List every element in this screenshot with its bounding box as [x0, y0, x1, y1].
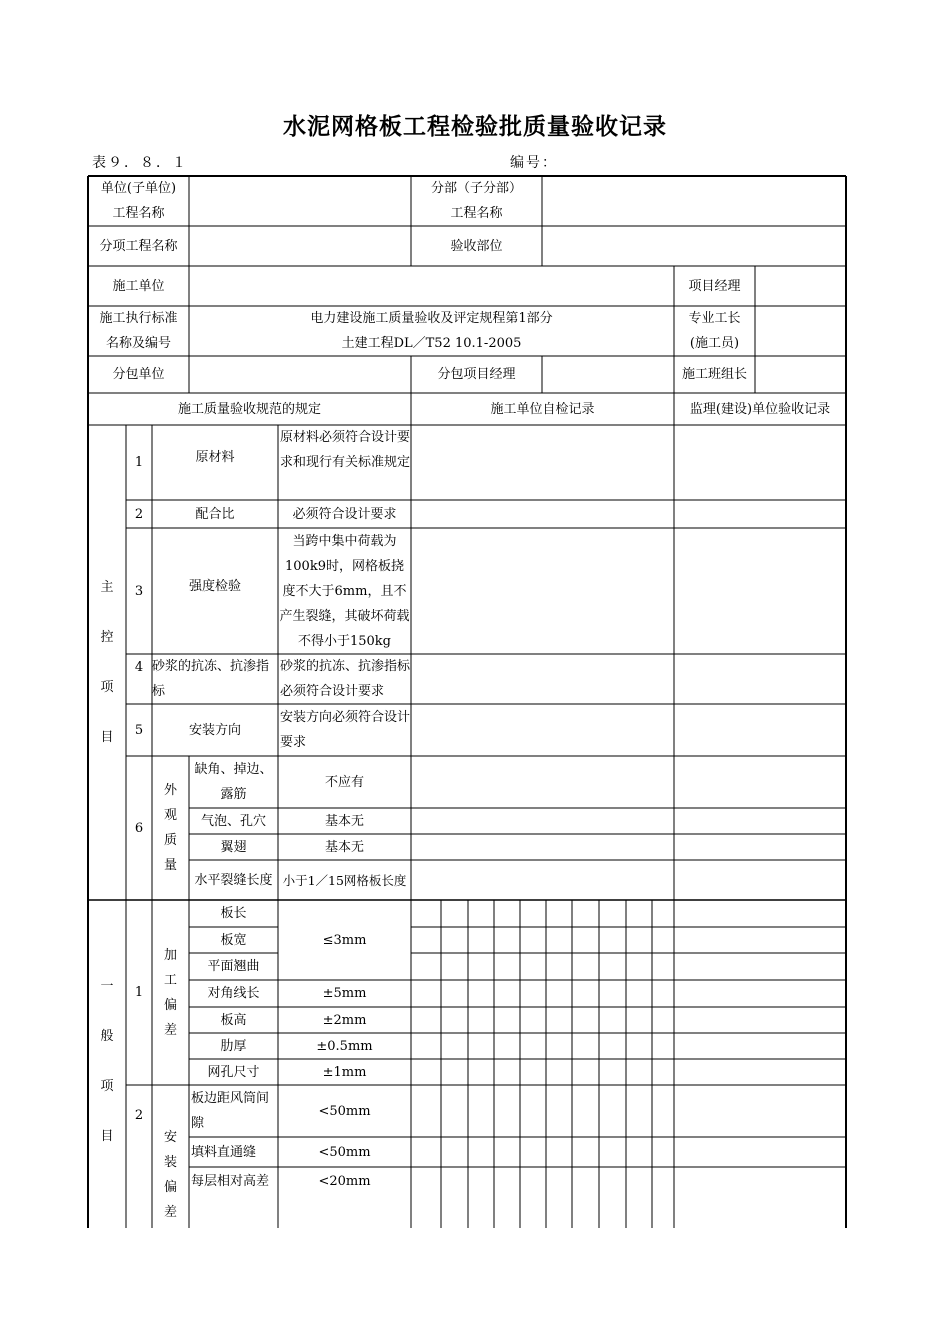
mc-item-name: 原材料 [195, 450, 235, 465]
project-manager-label: 项目经理 [688, 278, 741, 294]
main-control-label: 主 控 项 目 [100, 579, 114, 745]
processing-item-name: 对角线长 [207, 986, 260, 1001]
processing-item-req: ±1mm [322, 1064, 367, 1080]
appearance-item-name: 气泡、孔穴 [200, 813, 266, 829]
mc-item-requirement: 砂浆的抗冻、抗渗指标必须符合设计要求 [280, 659, 411, 699]
subcontractor-label: 分包单位 [112, 367, 165, 382]
general-items-label: 一 般 项 目 [100, 979, 114, 1144]
table-number: 表９．８．１ [92, 155, 188, 171]
installation-item-name: 板边距风筒间隙 [191, 1091, 270, 1131]
mc-item-name: 强度检验 [188, 578, 241, 594]
foreman-field[interactable] [755, 306, 846, 356]
processing-item-req: ±2mm [322, 1012, 367, 1028]
sub-pm-field[interactable] [542, 356, 674, 393]
processing-item-name: 板宽 [220, 932, 247, 948]
mc-item-name: 安装方向 [188, 722, 241, 738]
unit-name-label: 单位(子单位) 工程名称 [100, 181, 177, 221]
spec-header: 施工质量验收规范的规定 [177, 401, 321, 417]
sub-pm-label: 分包项目经理 [437, 367, 516, 382]
unit-name-field[interactable] [189, 176, 411, 226]
acceptance-part-field[interactable] [542, 226, 846, 266]
page-title: 水泥网格板工程检验批质量验收记录 [283, 114, 667, 140]
mc-item-no: 1 [134, 455, 144, 470]
mc-item-requirement: 必须符合设计要求 [292, 506, 397, 522]
gen-item-no: 1 [134, 985, 144, 1000]
installation-item-req: <50mm [318, 1103, 371, 1119]
processing-item-name: 板高 [220, 1012, 247, 1028]
mc-item-requirement: 原材料必须符合设计要求和现行有关标准规定 [280, 430, 411, 470]
appearance-item-req: 不应有 [324, 774, 364, 790]
self-check-header: 施工单位自检记录 [490, 401, 595, 417]
installation-item-name: 每层相对高差 [191, 1173, 270, 1189]
foreman-label: 专业工长 (施工员) [688, 311, 741, 351]
appearance-item-name: 水平裂缝长度 [194, 872, 273, 888]
appearance-item-name: 翼翅 [220, 839, 247, 855]
mc-item-no: 6 [134, 820, 144, 836]
appearance-item-req: 基本无 [324, 839, 364, 855]
processing-item-req: ±0.5mm [316, 1038, 373, 1054]
mc-item-name: 砂浆的抗冻、抗渗指标 [152, 659, 270, 699]
sub-division-label: 分部（子分部） 工程名称 [430, 181, 522, 221]
mc-item-name: 配合比 [195, 506, 235, 522]
appearance-item-req: 小于1／15网格板长度 [282, 872, 407, 888]
project-manager-field[interactable] [755, 266, 846, 306]
installation-item-req: <20mm [318, 1173, 371, 1189]
processing-item-name: 肋厚 [220, 1038, 247, 1054]
mc-item-no: 5 [134, 722, 144, 738]
appearance-quality-label: 外 观 质 量 [163, 783, 177, 873]
team-leader-label: 施工班组长 [681, 367, 747, 382]
construction-unit-label: 施工单位 [112, 278, 165, 294]
serial-number-label: 编号： [510, 155, 558, 171]
item-project-label: 分项工程名称 [99, 238, 178, 254]
mc-item-requirement: 安装方向必须符合设计要求 [280, 710, 411, 750]
item-project-field[interactable] [189, 226, 411, 266]
gen-item-no: 2 [134, 1107, 144, 1123]
installation-item-name: 填料直通缝 [191, 1144, 257, 1160]
acceptance-part-label: 验收部位 [450, 238, 503, 254]
team-leader-field[interactable] [755, 356, 846, 393]
installation-item-req: <50mm [318, 1144, 371, 1160]
subcontractor-field[interactable] [189, 356, 411, 393]
appearance-item-req: 基本无 [324, 813, 364, 829]
mc-item-no: 2 [134, 506, 144, 522]
mc-item-no: 3 [134, 583, 144, 599]
standard-label: 施工执行标准 名称及编号 [99, 311, 178, 351]
processing-item-req: ±5mm [322, 986, 367, 1001]
appearance-item-name: 缺角、掉边、露筋 [194, 762, 273, 802]
standard-value: 电力建设施工质量验收及评定规程第1部分 土建工程DL／T52 10.1-2005 [310, 311, 553, 351]
mc-item-no: 4 [134, 660, 144, 675]
processing-merged-req: ≤3mm [322, 932, 367, 948]
processing-deviation-label: 加 工 偏 差 [163, 947, 177, 1038]
processing-item-name: 板长 [220, 906, 247, 921]
mc-item-requirement: 当跨中集中荷载为100k9时，网格板挠度不大于6mm，且不产生裂缝，其破坏荷载不得小于150kg [279, 533, 410, 649]
construction-unit-field[interactable] [189, 266, 674, 306]
processing-item-name: 网孔尺寸 [207, 1064, 260, 1080]
installation-deviation-label: 安 装 偏 差 [163, 1130, 177, 1220]
supervisor-check-header: 监理(建设)单位验收记录 [689, 401, 831, 417]
processing-item-name: 平面翘曲 [207, 959, 260, 974]
sub-division-field[interactable] [542, 176, 846, 226]
